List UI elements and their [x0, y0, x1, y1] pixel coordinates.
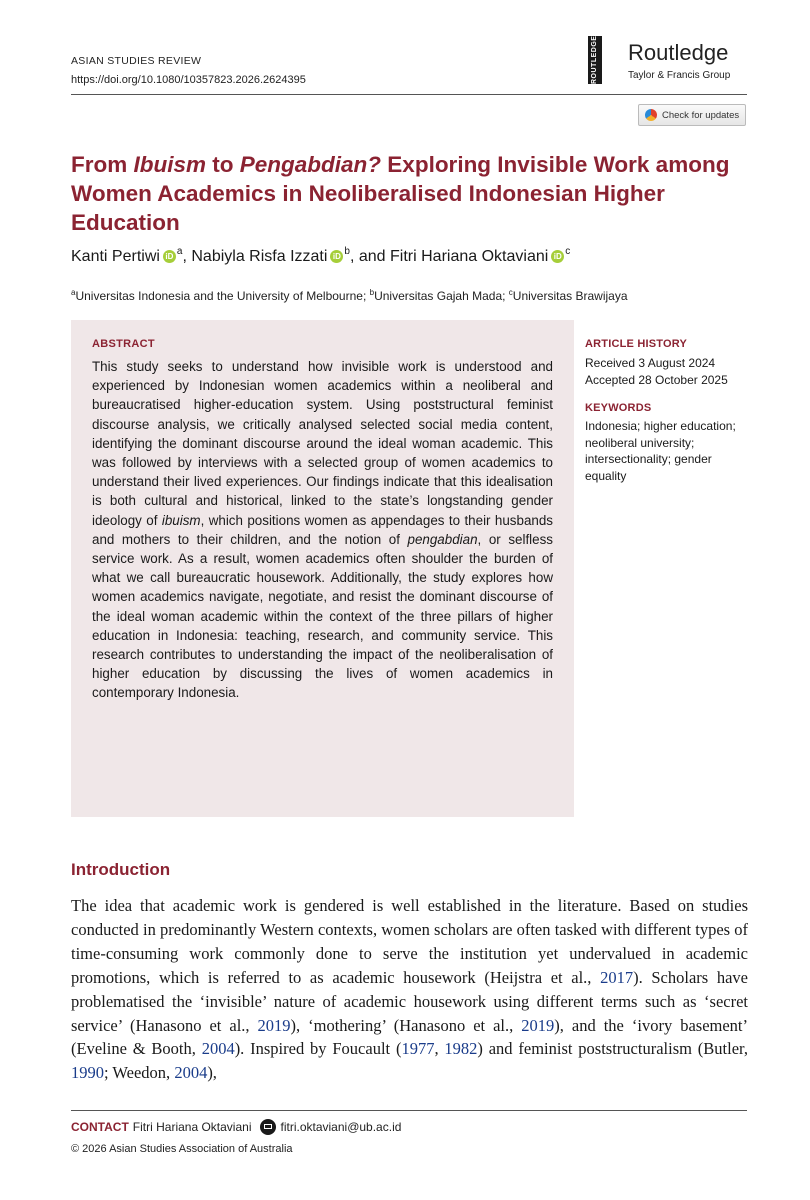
- routledge-logo-mark: ROUTLEDGE: [588, 36, 602, 84]
- contact-email-link[interactable]: fitri.oktaviani@ub.ac.id: [280, 1120, 402, 1134]
- contact-label: CONTACT: [71, 1120, 129, 1134]
- crossmark-icon: [645, 109, 657, 121]
- accepted-date: Accepted 28 October 2025: [585, 373, 728, 387]
- keywords-list: Indonesia; higher education; neoliberal university; intersectionality; gender equality: [585, 419, 736, 483]
- citation-link[interactable]: 2019: [257, 1015, 291, 1035]
- check-for-updates-button[interactable]: [638, 104, 746, 126]
- author-name[interactable]: Kanti Pertiwi: [71, 248, 160, 265]
- email-icon: [260, 1119, 276, 1135]
- citation-link[interactable]: 2017: [600, 967, 634, 987]
- citation-link[interactable]: 2004: [174, 1063, 208, 1083]
- publisher-group: Taylor & Francis Group: [628, 70, 731, 81]
- citation-link[interactable]: 2004: [201, 1039, 235, 1059]
- author-list: Kanti Pertiwi iD $^a$, Nabiyla Risfa Izzati iD $^b$, and Fitri Hariana Oktaviani iD $^c$: [71, 246, 571, 265]
- contact-line: [71, 1119, 401, 1135]
- citation-link[interactable]: 1990: [71, 1063, 104, 1083]
- check-for-updates-label: Check for updates: [662, 109, 740, 121]
- received-date: Received 3 August 2024: [585, 356, 716, 370]
- affiliations: $^a$Universitas Indonesia and the University of Melbourne; $^b$Universitas Gajah Mada; $^c$Universitas Brawijaya: [71, 288, 628, 303]
- citation-link[interactable]: 1982: [444, 1039, 478, 1059]
- citation-link[interactable]: 1977: [401, 1039, 435, 1059]
- footer-divider: [71, 1110, 747, 1111]
- orcid-icon[interactable]: iD: [163, 250, 176, 263]
- contact-name: Fitri Hariana Oktaviani: [132, 1120, 252, 1134]
- citation-link[interactable]: 2019: [521, 1015, 555, 1035]
- article-history-heading: ARTICLE HISTORY: [585, 338, 688, 350]
- copyright: © 2026 Asian Studies Association of Australia: [71, 1143, 293, 1155]
- abstract-heading: ABSTRACT: [92, 338, 155, 350]
- orcid-icon[interactable]: iD: [551, 250, 564, 263]
- keywords-heading: KEYWORDS: [585, 402, 652, 414]
- introduction-heading: Introduction: [71, 860, 171, 879]
- author-name[interactable]: Fitri Hariana Oktaviani: [390, 248, 549, 265]
- header-divider: [71, 94, 747, 95]
- author-name[interactable]: Nabiyla Risfa Izzati: [191, 248, 328, 265]
- publisher-name: Routledge: [628, 40, 729, 65]
- doi-link[interactable]: https://doi.org/10.1080/10357823.2026.2624395: [71, 74, 306, 86]
- orcid-icon[interactable]: iD: [330, 250, 343, 263]
- article-title: From Ibuism to Pengabdian? Exploring Invisible Work among Women Academics in Neoliberalised Indonesian Higher Education: [71, 152, 730, 235]
- journal-name: ASIAN STUDIES REVIEW: [71, 55, 202, 67]
- abstract-text: This study seeks to understand how invisible work is understood and experienced by Indonesian women academics within a neoliberal and bureaucratised higher-education system. Using poststructural feminist discourse analysis, we critically analysed selected social media content, identifying the dominant discourse around the ideal woman academic. This was followed by interviews with a selected group of women academics to understand their lived experiences. Our findings indicate that this idealisation is both cultural and historical, linked to the state’s longstanding gender ideology of ibuism, which positions women as appendages to their husbands and mothers to their children, and the notion of pengabdian, or selfless service work. As a result, women academics often shoulder the burden of what we call bureaucratic housework. Additionally, the study explores how women academics navigate, negotiate, and resist the dominant discourse of the ideal woman academic within the context of the three pillars of higher education in Indonesia: teaching, research, and community service. This research contributes to understanding the impact of the neoliberalisation of higher education by discussing the lives of women academics in contemporary Indonesia.: [92, 359, 553, 701]
- introduction-paragraph: The idea that academic work is gendered is well established in the literature. Based on studies conducted in predominantly Western contexts, women scholars are often tasked with different types of time-consuming work commonly done to serve the institution yet undervalued in academic promotions, which is referred to as academic housework (Heijstra et al., 2017). Scholars have problematised the ‘invisible’ nature of academic housework using different terms such as ‘secret service’ (Hanasono et al., 2019), ‘mothering’ (Hanasono et al., 2019), and the ‘ivory basement’ (Eveline & Booth, 2004). Inspired by Foucault (1977, 1982) and feminist poststructuralism (Butler, 1990; Weedon, 2004),: [71, 896, 749, 1083]
